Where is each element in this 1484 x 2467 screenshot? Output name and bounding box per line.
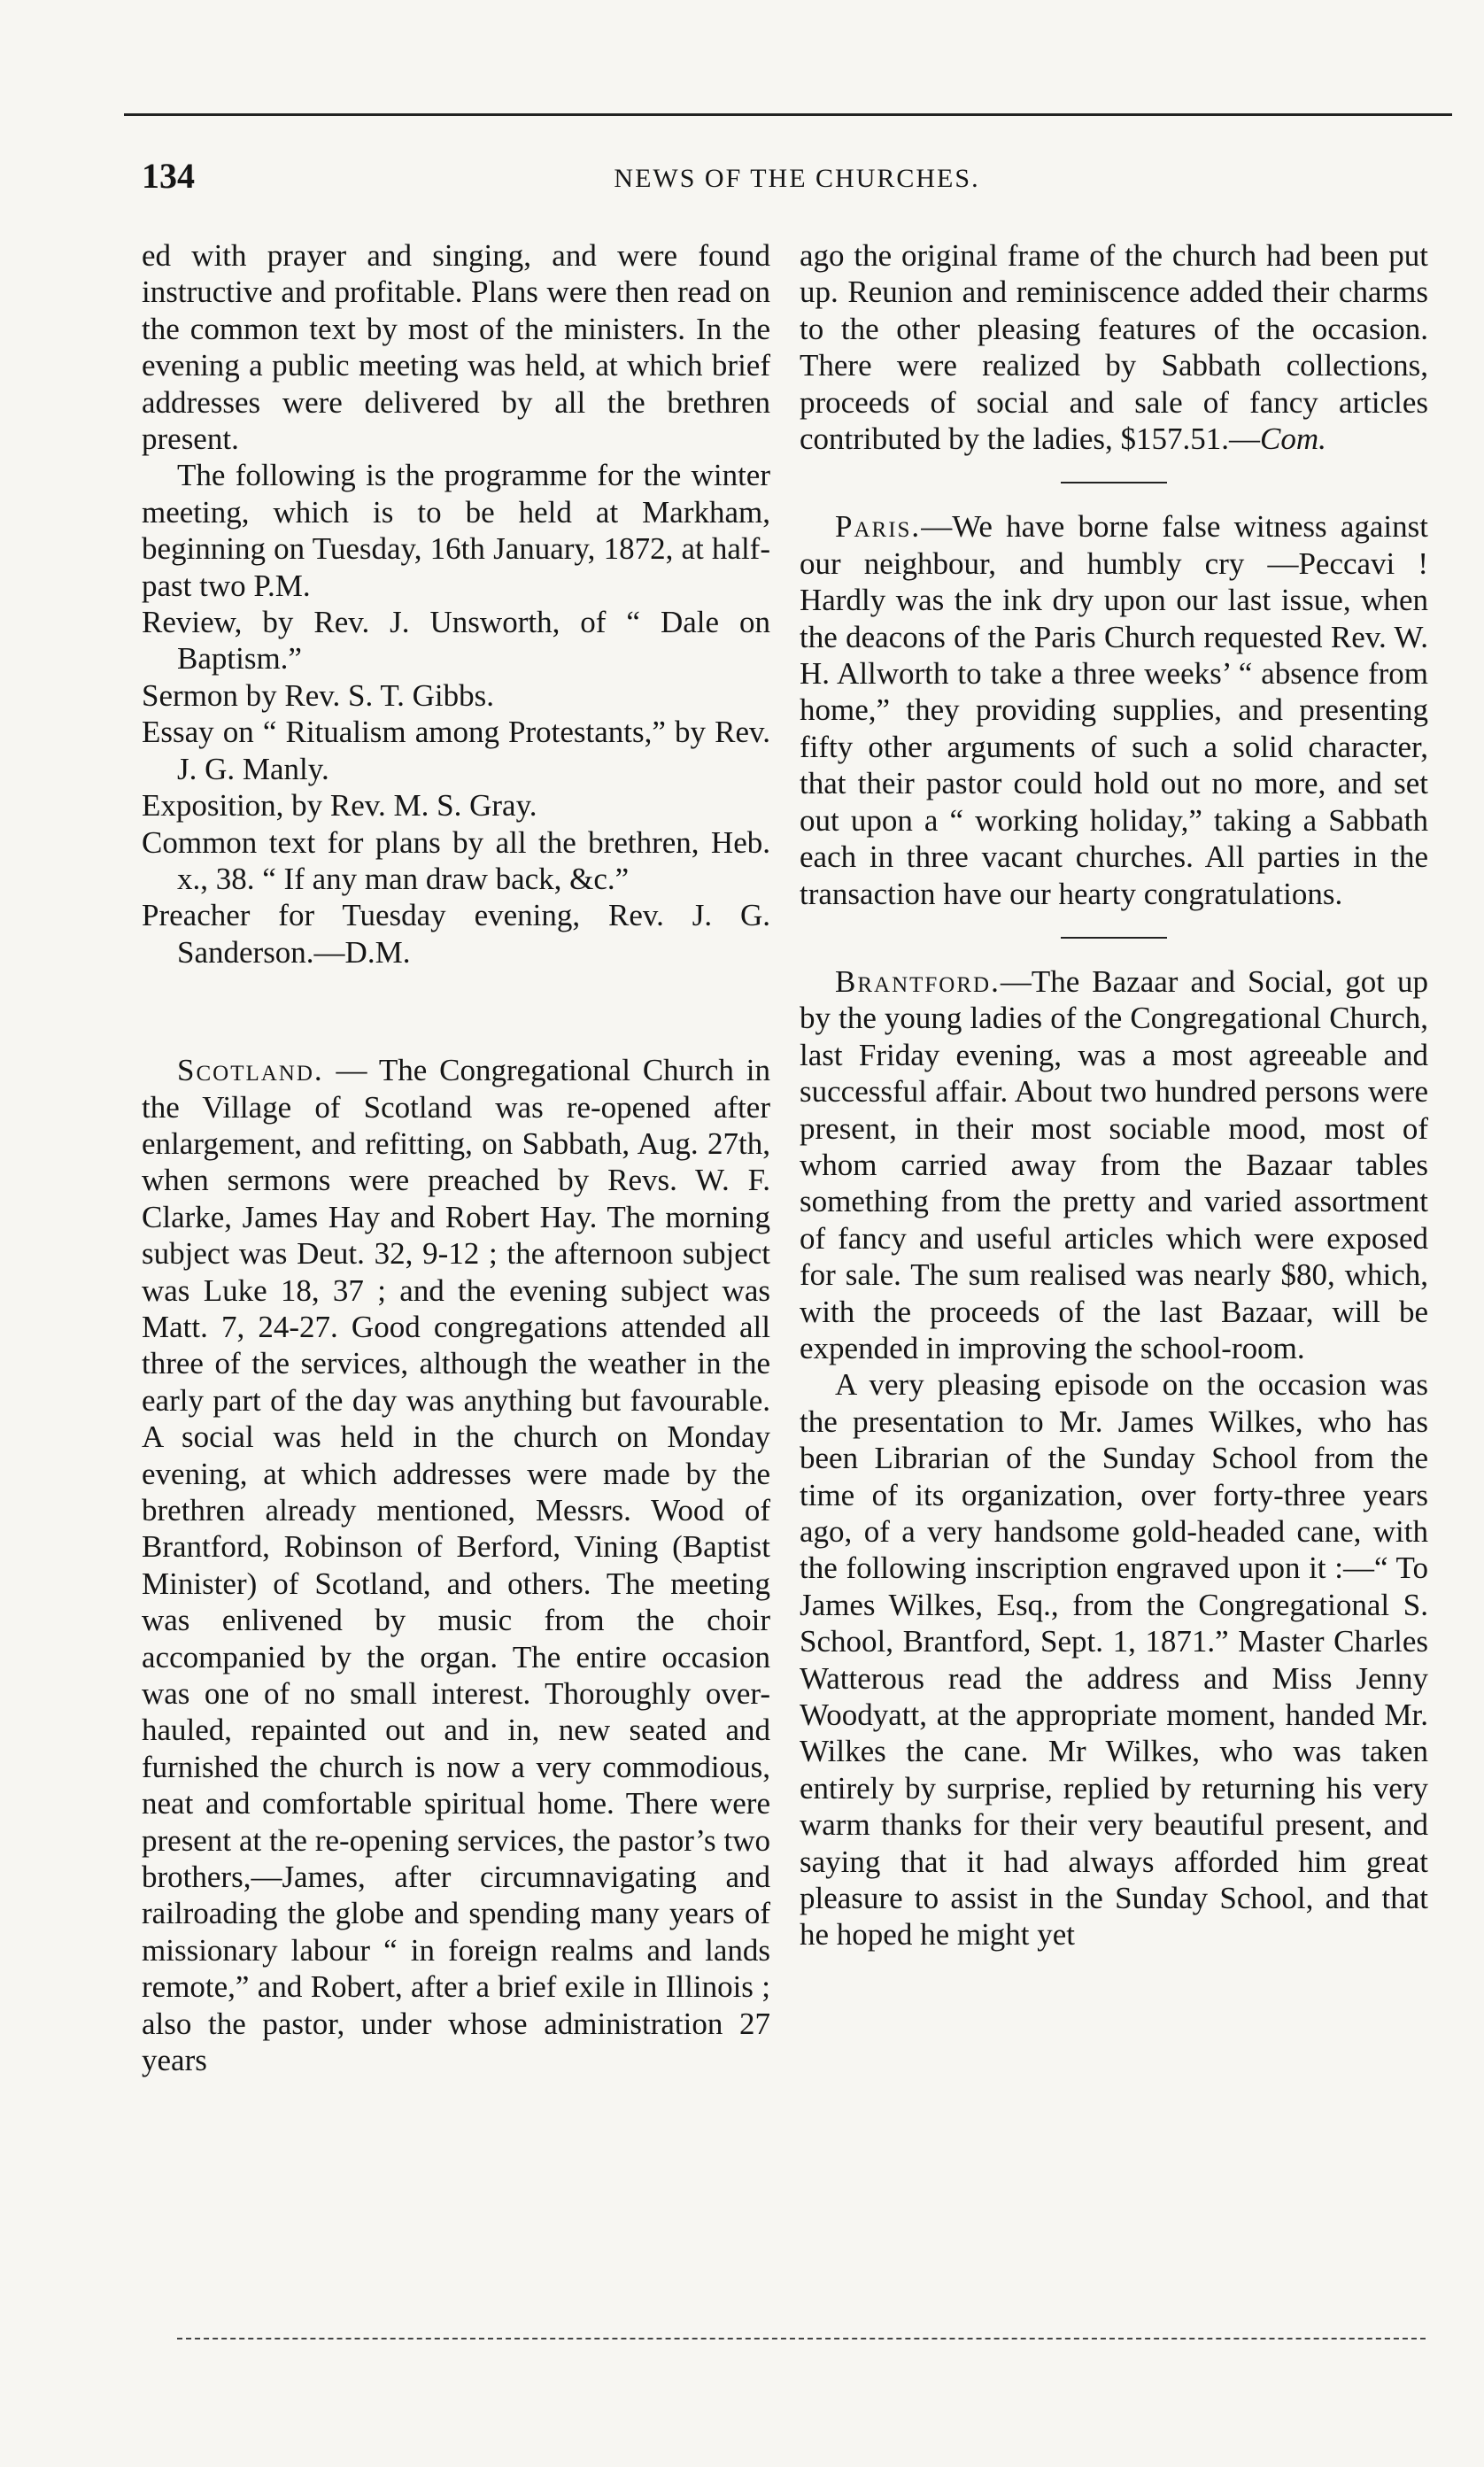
programme-item: Preacher for Tuesday evening, Rev. J. G. Sanderson.—D.M. xyxy=(142,898,770,970)
brantford-heading: Brantford. xyxy=(835,963,1001,999)
scotland-heading: Scotland. xyxy=(177,1053,324,1088)
brantford-text: —The Bazaar and Social, got up by the young ladies of the Congregational Church, last Friday evening, was a most agreeable and successful affair. About two hundred persons were present, in their most sociable mood, most of whom carried away from the Bazaar tables something from the pretty and varied assortment of fancy and useful articles which were exposed for sale. The sum realised was nearly $80, which, with the proceeds of the last Bazaar, will be expended in improving the school-room. xyxy=(800,963,1428,1365)
brantford-article xyxy=(800,963,1428,1366)
article-separator xyxy=(1061,482,1167,483)
scotland-signoff: Com. xyxy=(1260,421,1326,457)
footer-rule xyxy=(177,2338,1426,2339)
programme-item: Exposition, by Rev. M. S. Gray. xyxy=(142,788,537,824)
scotland-article xyxy=(142,1052,770,2078)
section-gap xyxy=(142,1011,770,1052)
paris-heading: Paris. xyxy=(835,509,922,545)
programme-item: Sermon by Rev. S. T. Gibbs. xyxy=(142,677,494,713)
intro-paragraph: ed with prayer and singing, and were found instructive and profitable. Plans were then read on the common text by most of the ministers. In the evening a public meeting was held, at which brief addresses were delivered by all the brethren present. xyxy=(142,238,770,457)
scotland-text: — The Congregational Church in the Village of Scotland was re-opened after enlargement, and refitting, on Sabbath, Aug. 27th, when sermons were preached by Revs. W. F. Clarke, James Hay and Robert Hay. The morning subject was Deut. 32, 9-12 ; the afternoon subject was Luke 18, 37 ; and the evening subject was Matt. 7, 24-27. Good congregations attended all three of the services, although the weather in the early part of the day was anything but favourable. A social was held in the church on Monday evening, at which addresses were made by the brethren already mentioned, Messrs. Wood of Brantford, Robinson of Berford, Vining (Baptist Minister) of Scotland, and others. The meeting was enlivened by music from the choir accompanied by the organ. The entire occasion was one of no small interest. Thoroughly over-hauled, repainted out and in, new seated and furnished the church is now a very commodious, neat and comfortable spiritual home. There were present at the re-opening services, the pastor’s two brothers,—James, after circumnavigating and railroading the globe and spending many years of missionary labour “ in foreign realms and lands remote,” and Robert, after a brief exile in Illinois ; also the pastor, under whose administration 27 years xyxy=(142,1053,770,2078)
paris-text: —We have borne false witness against our neighbour, and humbly cry —Peccavi ! Hardly was the ink dry upon our last issue, when the deacons of the Paris Church requested Rev. W. H. Allworth to take a three weeks’ “ absence from home,” they providing supplies, and presenting fifty other arguments of such a solid character, that their pastor could hold out no more, and set out upon a “ working holiday,” taking a Sabbath each in three vacant churches. All parties in the transaction have our hearty congratulations. xyxy=(800,509,1428,911)
running-head: NEWS OF THE CHURCHES. xyxy=(614,164,980,193)
programme-item: Common text for plans by all the brethren, Heb. x., 38. “ If any man draw back, &c.” xyxy=(142,824,770,896)
scotland-continuation xyxy=(800,237,1428,457)
programme-intro: The following is the programme for the winter meeting, which is to be held at Markham, beginning on Tuesday, 16th January, 1872, at half-past two P.M. xyxy=(142,458,770,603)
brantford-episode: A very pleasing episode on the occasion was the presentation to Mr. James Wilkes, who has been Librarian of the Sunday School from the time of its organization, over forty-three years ago, of a very handsome gold-headed cane, with the following inscription engraved upon it :—“ To James Wilkes, Esq., from the Congregational S. School, Brantford, Sept. 1, 1871.” Master Charles Watterous read the address and Miss Jenny Woodyatt, at the appropriate moment, handed Mr. Wilkes the cane. Mr Wilkes, who was taken entirely by surprise, replied by returning his very warm thanks for their very beautiful present, and saying that it had always afforded him great pleasure to assist in the Sunday School, and that he hoped he might yet xyxy=(800,1367,1428,1953)
article-separator xyxy=(1061,937,1167,939)
right-column xyxy=(800,237,1428,1953)
programme-item: Review, by Rev. J. Unsworth, of “ Dale on Baptism.” xyxy=(142,605,770,677)
scotland-continuation-text: ago the original frame of the church had been put up. Reunion and reminiscence added their charms to the other pleasing features of the occasion. There were realized by Sabbath collections, proceeds of social and sale of fancy articles contributed by the ladies, $157.51.— xyxy=(800,238,1428,457)
programme-item: Essay on “ Ritualism among Protestants,” by Rev. J. G. Manly. xyxy=(142,715,770,786)
page-number: 134 xyxy=(142,156,195,196)
section-gap xyxy=(142,971,770,1011)
paris-article xyxy=(800,508,1428,911)
header-rule xyxy=(124,113,1452,116)
page-header xyxy=(142,155,1452,199)
left-column xyxy=(142,237,770,2079)
